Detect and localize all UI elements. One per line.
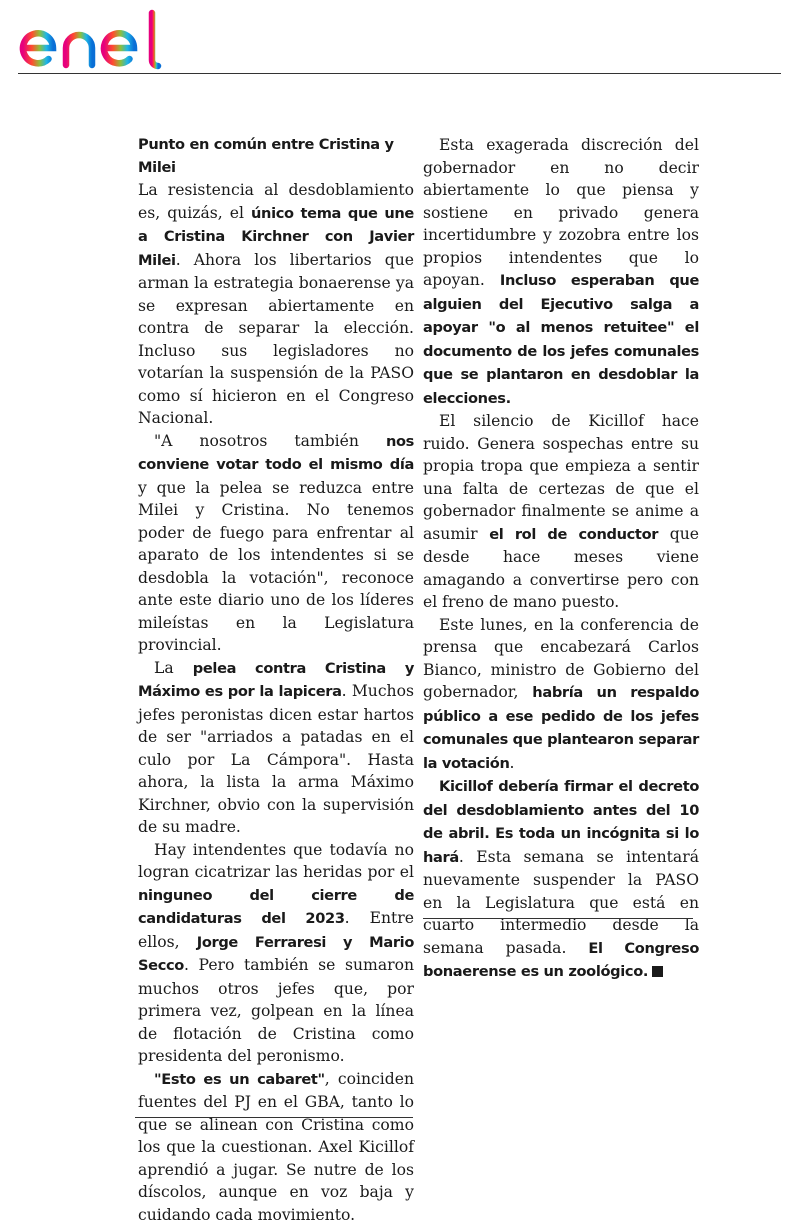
- article-paragraph: [423, 775, 699, 984]
- bold-highlight: El Congreso bonaerense es un zoológico.: [423, 940, 699, 981]
- text-run: . Ahora los libertarios que arman la estrategia bonaerense ya se expresan abiertamente en contra de separar la elección. Incluso sus legisladores no votarían la suspensión de la PASO como sí hicieron en el Congreso Nacional.: [138, 251, 414, 428]
- text-run: . Pero también se sumaron muchos otros jefes que, por primera vez, golpean en la línea de flotación de Cristina como presidenta del peronismo.: [138, 956, 414, 1065]
- text-run: , coinciden fuentes del PJ en el GBA, tanto lo que se alinean con Cristina como los que la cuestionan. Axel Kicillof aprendió a jugar. Se nutre de los díscolos, aunque en voz baja y cuidando cada movimiento.: [138, 1070, 414, 1224]
- text-run: que desde hace meses viene amagando a convertirse pero con el freno de mano puesto.: [423, 525, 699, 612]
- bold-highlight: único tema que une a Cristina Kirchner con Javier Milei: [138, 205, 414, 269]
- article-paragraph: [423, 614, 699, 776]
- article-paragraph: [138, 179, 414, 430]
- text-run: y que la pelea se reduzca entre Milei y Cristina. No tenemos poder de fuego para enfrentar al aparato de los intendentes si se desdobla la votación", reconoce ante este diario uno de los líderes mileístas en la Legislatura provincial.: [138, 479, 414, 655]
- text-run: "A nosotros también: [154, 432, 386, 450]
- column-end-rule-left: [135, 1117, 413, 1118]
- enel-logo: [18, 8, 178, 70]
- enel-logo-mark: [18, 8, 178, 70]
- article-subheading: Punto en común entre Cristina y Milei: [138, 134, 414, 179]
- left-column-body: [138, 179, 414, 1226]
- right-column-body: [423, 134, 699, 984]
- bold-highlight: Jorge Ferraresi y Mario Secco: [138, 934, 414, 975]
- text-run: . Muchos jefes peronistas dicen estar hartos de ser "arriados a patadas en el culo por La Cámpora". Hasta ahora, la lista la arma Máximo Kirchner, obvio con la supervisión de su madre.: [138, 682, 414, 836]
- text-run: Hay intendentes que todavía no logran cicatrizar las heridas por el: [138, 841, 414, 882]
- text-run: Esta exagerada discreción del gobernador en no decir abiertamente lo que piensa y sostiene en privado genera incertidumbre y zozobra entre los propios intendentes que lo apoyan.: [423, 136, 699, 289]
- bold-highlight: ninguneo del cierre de candidaturas del 2023: [138, 887, 414, 928]
- bold-highlight: Kicillof debería firmar el decreto del desdoblamiento antes del 10 de abril. Es toda un incógnita si lo hará: [423, 778, 699, 866]
- article-paragraph: [423, 134, 699, 410]
- article-column-left: [138, 134, 414, 1226]
- text-run: . Entre ellos,: [138, 909, 414, 951]
- article-paragraph: [138, 430, 414, 657]
- text-run: .: [510, 754, 515, 772]
- end-of-article-mark: [652, 966, 663, 977]
- text-run: La: [154, 659, 193, 677]
- article-paragraph: [138, 839, 414, 1068]
- bold-highlight: "Esto es un cabaret": [154, 1071, 325, 1088]
- article-paragraph: [138, 1068, 414, 1226]
- text-run: Este lunes, en la conferencia de prensa que encabezará Carlos Bianco, ministro de Gobierno del gobernador,: [423, 616, 699, 702]
- article-column-right: [423, 134, 699, 984]
- text-run: El silencio de Kicillof hace ruido. Genera sospechas entre su propia tropa que empieza a sentir una falta de certezas de que el gobernador finalmente se anime a asumir: [423, 412, 699, 543]
- bold-highlight: nos conviene votar todo el mismo día: [138, 433, 414, 474]
- bold-highlight: el rol de conductor: [489, 526, 658, 543]
- bold-highlight: habría un respaldo público a ese pedido de los jefes comunales que plantearon separar la votación: [423, 684, 699, 772]
- bold-highlight: Incluso esperaban que alguien del Ejecutivo salga a apoyar "o al menos retuitee" el documento de los jefes comunales que se plantaron en desdoblar la elecciones.: [423, 272, 699, 407]
- article-paragraph: [423, 410, 699, 614]
- article-paragraph: [138, 657, 414, 839]
- header-divider: [18, 73, 781, 74]
- bold-highlight: pelea contra Cristina y Máximo es por la lapicera: [138, 660, 414, 701]
- text-run: . Esta semana se intentará nuevamente suspender la PASO en la Legislatura que está en cuarto intermedio desde la semana pasada.: [423, 848, 699, 957]
- column-end-rule-right: [423, 918, 693, 919]
- enel-logo-text: [178, 8, 179, 9]
- text-run: La resistencia al desdoblamiento es, quizás, el: [138, 181, 414, 222]
